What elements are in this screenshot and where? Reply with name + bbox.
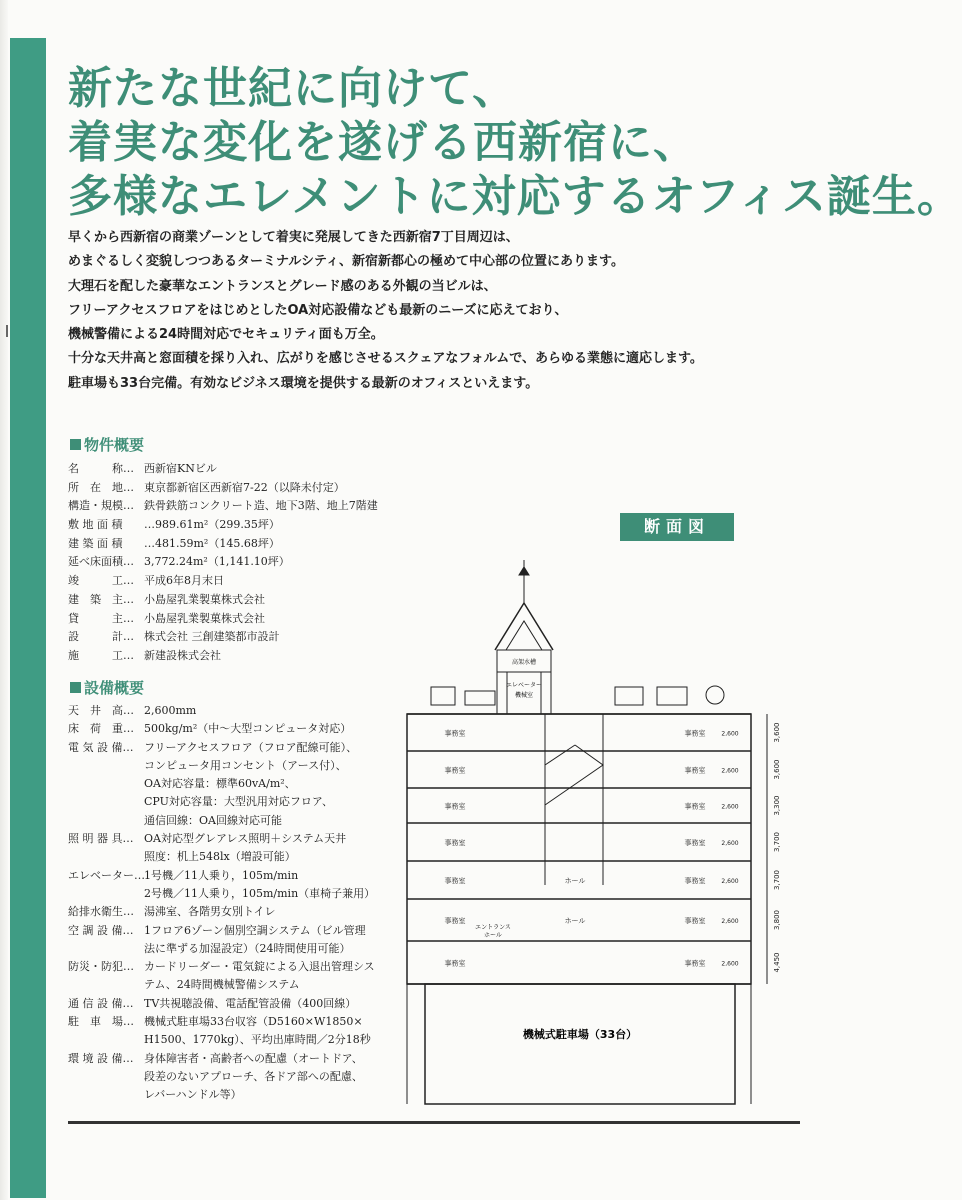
spec-row: 床 荷 重… 500kg/m²（中～大型コンピュータ対応） — [68, 722, 352, 736]
square-bullet-icon — [70, 682, 81, 693]
spec-row: テム、24時間機械警備システム — [144, 978, 300, 992]
floor-height-label: 3,600 — [773, 722, 781, 743]
floor-lines — [407, 714, 751, 984]
spec-row: H1500、1770kg）、平均出庫時間／2分18秒 — [144, 1033, 371, 1047]
water-tank-label: 高架水槽 — [511, 659, 537, 666]
tower-roof — [495, 603, 553, 650]
spec-row: 2号機／11人乗り，105m/min（車椅子兼用） — [144, 886, 376, 900]
spec-row: 環 境 設 備… 身体障害者・高齢者への配慮（オートドア、 — [68, 1051, 363, 1065]
office-room-label: 事務室 — [684, 839, 706, 847]
spec-row: 延べ床面積… 3,772.24m²（1,141.10坪） — [68, 555, 290, 569]
tower-shaft — [541, 672, 551, 714]
headline-line-2: 着実な変化を遂げる西新宿に、 — [68, 117, 698, 168]
page-edge — [0, 0, 8, 1200]
spec-row: エレベーター… 1号機／11人乗り，105m/min — [68, 868, 299, 882]
rooftop-unit — [431, 687, 455, 705]
office-room-label: 事務室 — [684, 917, 706, 925]
ceiling-height-label: 2,600 — [721, 918, 739, 925]
spec-row: OA対応容量：標準60vA/m²、 — [144, 777, 296, 791]
spec-row: 通 信 設 備… TV共視聴設備、電話配管設備（400回線） — [68, 996, 357, 1010]
spec-row: 名 称… 西新宿KNビル — [68, 462, 217, 475]
office-room-label: 事務室 — [684, 877, 706, 885]
office-room-label: 事務室 — [444, 802, 466, 811]
spec-row: 天 井 高… 2,600mm — [68, 704, 197, 717]
binding-mark — [6, 325, 8, 337]
intro-line: フリーアクセスフロアをはじめとしたOA対応設備なども最新のニーズに応えており、 — [68, 302, 568, 318]
weather-vane-icon — [519, 567, 529, 575]
headline — [68, 62, 962, 224]
floor-height-label: 3,700 — [773, 869, 781, 891]
hall-label: ホール — [564, 917, 586, 925]
entrance-label-1: エントランス — [475, 924, 511, 931]
spec-row: 通信回線：OA回線対応可能 — [144, 813, 282, 827]
spec-row: 法に準ずる加湿設定）（24時間使用可能） — [144, 941, 351, 955]
property-spec-list — [68, 460, 398, 666]
floor-height-label: 3,300 — [773, 795, 781, 816]
stair — [545, 745, 575, 765]
office-room-label: 事務室 — [684, 959, 706, 968]
office-room-label: 事務室 — [444, 877, 466, 885]
office-room-label: 事務室 — [684, 729, 706, 738]
office-room-label: 事務室 — [444, 766, 466, 775]
spec-row: CPU対応容量：大型汎用対応フロア、 — [144, 795, 334, 809]
hall-label: ホール — [564, 877, 586, 885]
ceiling-height-label: 2,600 — [721, 960, 739, 968]
spec-row: 駐 車 場… 機械式駐車場33台収容（D5160×W1850× — [68, 1015, 363, 1029]
section-diagram-title: 断面図 — [620, 513, 734, 541]
intro-paragraph — [68, 226, 788, 396]
office-room-label: 事務室 — [444, 959, 466, 968]
spec-row: 防災・防犯… カードリーダー・電気錠による入退出管理シス — [68, 960, 375, 974]
ceiling-height-label: 2,600 — [721, 803, 739, 811]
floor-height-label: 3,600 — [773, 759, 781, 780]
spec-row: 敷 地 面 積 …989.61m²（299.35坪） — [68, 518, 280, 532]
entrance-label-2: ホール — [484, 932, 502, 939]
spec-row: 電 気 設 備… フリーアクセスフロア（フロア配線可能）、 — [68, 740, 358, 754]
intro-line: 機械警備による24時間対応でセキュリティ面も万全。 — [68, 327, 384, 343]
rooftop-unit — [465, 691, 495, 705]
spec-row: 設 計… 株式会社 三創建築都市設計 — [68, 630, 280, 644]
ceiling-height-label: 2,600 — [721, 878, 739, 885]
rooftop-unit — [657, 687, 687, 705]
tower-roof-inner — [506, 621, 542, 650]
spec-row: 貸 主… 小島屋乳業製菓株式会社 — [68, 611, 265, 625]
parking-label: 機械式駐車場（33台） — [522, 1028, 638, 1041]
ceiling-height-label: 2,600 — [721, 840, 739, 847]
green-side-band — [10, 38, 46, 1198]
spec-row: 構造・規模… 鉄骨鉄筋コンクリート造、地下3階、地上7階建 — [68, 499, 378, 513]
equipment-spec-list — [68, 702, 398, 1105]
office-room-label: 事務室 — [444, 917, 466, 925]
tower-shaft — [497, 672, 507, 714]
headline-line-1: 新たな世紀に向けて、 — [68, 63, 518, 114]
spec-row: レバーハンドル等） — [144, 1088, 242, 1102]
rooftop-fan-icon — [706, 686, 724, 704]
spec-row: 所 在 地… 東京都新宿区西新宿7-22（以降未付定） — [68, 480, 345, 494]
ceiling-height-label: 2,600 — [721, 767, 739, 775]
bottom-rule — [68, 1121, 800, 1124]
spec-row: 段差のないアプローチ、各ドア部への配慮、 — [144, 1069, 363, 1083]
office-room-label: 事務室 — [444, 839, 466, 847]
intro-line: 大理石を配した豪華なエントランスとグレード感のある外観の当ビルは、 — [68, 278, 497, 294]
stair — [545, 745, 603, 805]
intro-line: 駐車場も33台完備。有効なビジネス環境を提供する最新のオフィスといえます。 — [68, 375, 539, 391]
office-room-label: 事務室 — [684, 766, 706, 775]
spec-row: 給排水衛生… 湯沸室、各階男女別トイレ — [68, 905, 276, 919]
elevator-room-label: エレベーター — [505, 682, 543, 689]
floor-height-label: 3,700 — [773, 831, 781, 853]
rooftop-unit — [615, 687, 643, 705]
headline-line-3: 多様なエレメントに対応するオフィス誕生。 — [68, 171, 962, 222]
ceiling-height-label: 2,600 — [721, 730, 739, 738]
spec-row: 空 調 設 備… 1フロア6ゾーン個別空調システム（ビル管理 — [68, 923, 366, 937]
intro-line: めまぐるしく変貌しつつあるターミナルシティ、新宿新都心の極めて中心部の位置にあります。 — [68, 254, 624, 270]
floor-height-label: 4,450 — [773, 952, 781, 973]
building-section-diagram — [395, 555, 795, 1110]
intro-line: 十分な天井高と窓面積を採り入れ、広がりを感じさせるスクェアなフォルムで、あらゆる業態に適応します。 — [68, 351, 703, 367]
spec-row: 照 明 器 具… OA対応型グレアレス照明＋システム天井 — [68, 832, 347, 846]
property-section-title: 物件概要 — [70, 434, 144, 455]
spec-row: 建 築 面 積 …481.59m²（145.68坪） — [68, 536, 280, 550]
machine-room-label: 機械室 — [514, 692, 534, 699]
office-room-label: 事務室 — [444, 729, 466, 738]
floor-height-labels — [773, 722, 781, 972]
intro-line: 早くから西新宿の商業ゾーンとして着実に発展してきた西新宿7丁目周辺は、 — [68, 230, 519, 245]
office-room-label: 事務室 — [684, 802, 706, 811]
spec-row: 施 工… 新建設株式会社 — [68, 648, 221, 662]
parking-outline — [425, 984, 735, 1104]
building-outline — [407, 714, 751, 984]
spec-row: 竣 工… 平成6年8月末日 — [68, 574, 224, 588]
spec-row: 建 築 主… 小島屋乳業製菓株式会社 — [68, 592, 265, 606]
square-bullet-icon — [70, 439, 81, 450]
equipment-section-title: 設備概要 — [70, 677, 144, 698]
spec-row: コンピュータ用コンセント（アース付）、 — [144, 758, 347, 772]
spec-row: 照度：机上548lx（増設可能） — [144, 850, 296, 864]
floor-height-label: 3,800 — [773, 909, 781, 931]
